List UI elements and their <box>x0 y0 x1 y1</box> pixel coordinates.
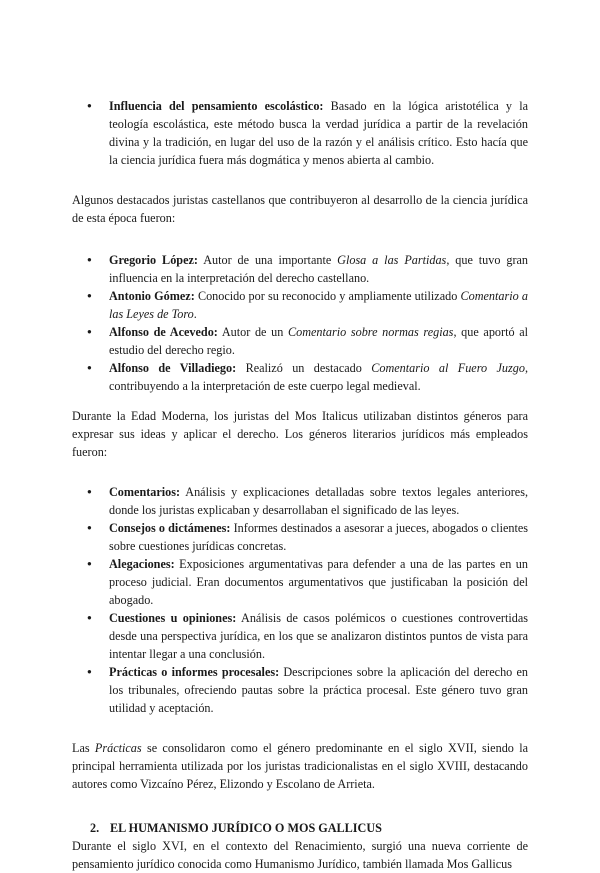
section-number: 2. <box>90 821 100 835</box>
jurist-name: Alfonso de Acevedo: <box>109 325 218 339</box>
list-item <box>72 287 528 323</box>
list-item <box>72 519 528 555</box>
jurist-work: Glosa a las Partidas <box>337 253 447 267</box>
jurist-text: Conocido por su reconocido y ampliamente utilizado <box>194 289 461 303</box>
genre-text: Análisis de casos polémicos o cuestiones controvertidas desde una perspectiva jurídica, en los que se analizaron distintos puntos de vista para intentar llegar a una conclusión. <box>109 611 528 661</box>
jurist-name: Alfonso de Villadiego: <box>109 361 237 375</box>
jurist-text: Realizó un destacado <box>236 361 372 375</box>
list-item <box>72 555 528 609</box>
genre-term: Prácticas o informes procesales: <box>109 665 280 679</box>
section-heading <box>72 819 528 837</box>
genre-term: Consejos o dictámenes: <box>109 521 231 535</box>
list-item <box>72 483 528 519</box>
genre-text: Análisis y explicaciones detalladas sobre textos legales anteriores, donde los juristas explicaban y desarrollaban el significado de las leyes. <box>109 485 528 517</box>
list-item <box>72 609 528 663</box>
paragraph-jurists-intro: Algunos destacados juristas castellanos que contribuyeron al desarrollo de la ciencia jurídica de esta época fueron: <box>72 193 528 225</box>
jurist-text: , contribuyendo a la interpretación de este cuerpo legal medieval. <box>109 361 528 393</box>
jurist-text: Autor de un <box>217 325 288 339</box>
list-item <box>72 97 528 169</box>
paragraph-text: se consolidaron como el género predominante en el siglo XVII, siendo la principal herramienta utilizada por los juristas tradicionalistas en el siglo XVIII, destacando autores como Vizcaíno Pérez, Elizondo y Escolano de Arrieta. <box>72 741 528 791</box>
list-item <box>72 663 528 717</box>
genre-term: Alegaciones: <box>109 557 175 571</box>
jurist-work: Comentario a las Leyes de Toro <box>109 289 529 321</box>
paragraph-humanism: Durante el siglo XVI, en el contexto del Renacimiento, surgió una nueva corriente de pensamiento jurídico conocida como Humanismo Jurídico, también llamada Mos Gallicus <box>72 839 528 871</box>
jurists-list <box>72 251 528 395</box>
intro-bullet-list <box>72 97 528 169</box>
practicas-italic: Prácticas <box>94 741 142 755</box>
jurist-text: . <box>193 307 197 321</box>
jurist-text: , que tuvo gran influencia en la interpretación del derecho castellano. <box>109 253 529 285</box>
jurist-text: , que aportó al estudio del derecho regio. <box>109 325 529 357</box>
section-title: EL HUMANISMO JURÍDICO O MOS GALLICUS <box>110 821 382 835</box>
genre-text: Descripciones sobre la aplicación del derecho en los tribunales, ofreciendo pautas sobre la práctica procesal. Este género tuvo gran utilidad y aceptación. <box>109 665 528 715</box>
genre-term: Comentarios: <box>109 485 181 499</box>
list-item <box>72 359 528 395</box>
jurist-name: Antonio Gómez: <box>109 289 195 303</box>
genre-text: Exposiciones argumentativas para defender a una de las partes en un proceso judicial. Eran documentos argumentativos que justificaban la posición del abogado. <box>109 557 528 607</box>
paragraph-genres-intro: Durante la Edad Moderna, los juristas del Mos Italicus utilizaban distintos géneros para expresar sus ideas y aplicar el derecho. Los géneros literarios jurídicos más empleados fueron: <box>72 409 528 459</box>
jurist-work: Comentario sobre normas regias <box>287 325 454 339</box>
genre-term: Cuestiones u opiniones: <box>109 611 237 625</box>
jurist-text: Autor de una importante <box>197 253 338 267</box>
list-item <box>72 251 528 287</box>
paragraph-text: Las <box>72 741 95 755</box>
genre-text: Informes destinados a asesorar a jueces, abogados o clientes sobre cuestiones jurídicas concretas. <box>109 521 528 553</box>
paragraph-practicas <box>72 739 528 793</box>
list-item <box>72 323 528 359</box>
jurist-name: Gregorio López: <box>109 253 198 267</box>
bullet-term: Influencia del pensamiento escolástico: <box>109 99 324 113</box>
genres-list <box>72 483 528 717</box>
bullet-text: Basado en la lógica aristotélica y la teología escolástica, este método busca la verdad jurídica a partir de la revelación divina y la tradición, en lugar del uso de la razón y el análisis crítico. Esto hacía que la ciencia jurídica fuera más dogmática y menos abierta al cambio. <box>109 99 528 167</box>
jurist-work: Comentario al Fuero Juzgo <box>371 361 525 375</box>
